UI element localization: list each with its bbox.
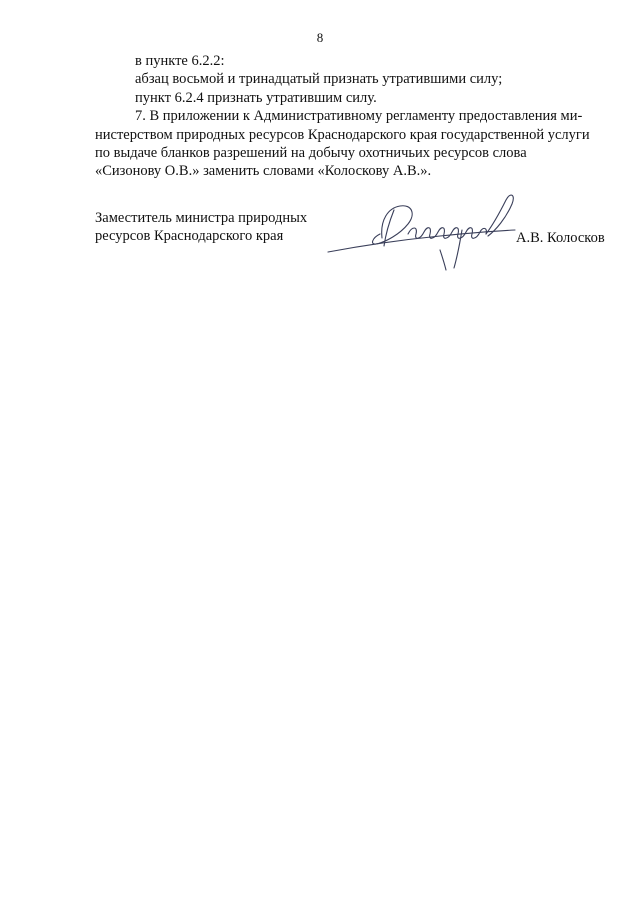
signatory-title-line: Заместитель министра природных: [95, 210, 308, 226]
paragraph-point-6-2-4: пункт 6.2.4 признать утратившим силу.: [135, 89, 377, 106]
paragraph-abzac: абзац восьмой и тринадцатый признать утратившими силу;: [135, 71, 503, 88]
document-body: [95, 52, 610, 181]
page-number: 8: [316, 30, 324, 45]
signatory-title-line: ресурсов Краснодарского края: [95, 228, 284, 245]
signatory-name: А.В. Колосков: [516, 230, 605, 246]
signatory-title: [95, 209, 355, 246]
item-7-line: нистерством природных ресурсов Краснодарского края государственной услуги: [95, 126, 590, 143]
item-7-line: по выдаче бланков разрешений на добычу охотничьих ресурсов слова: [95, 145, 527, 162]
item-7-line: «Сизонову О.В.» заменить словами «Колоскову А.В.».: [95, 163, 432, 180]
paragraph-item-7: [95, 107, 610, 181]
paragraph-point-6-2-2: в пункте 6.2.2:: [135, 53, 225, 69]
handwritten-signature-icon: [320, 190, 530, 280]
item-7-line: 7. В приложении к Административному регламенту предоставления ми-: [135, 108, 583, 125]
